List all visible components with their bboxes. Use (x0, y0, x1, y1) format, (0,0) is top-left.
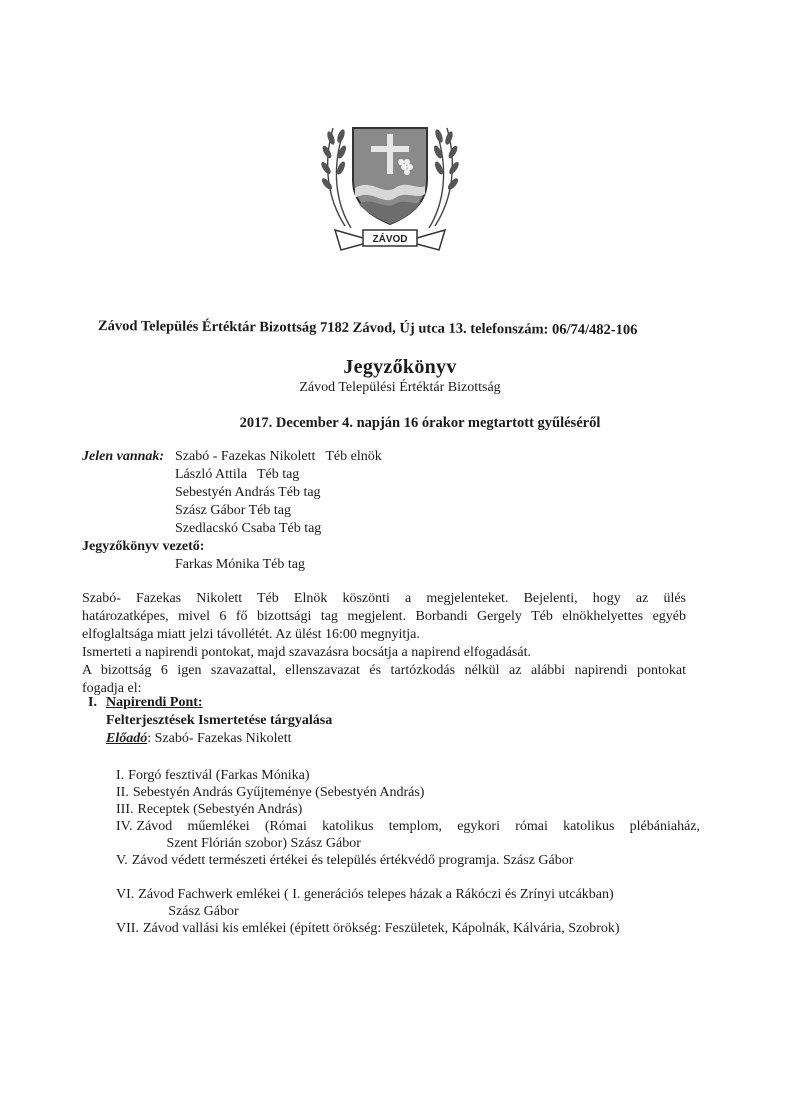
presenter-label: Előadó (106, 731, 148, 746)
attendee-name: Szabó - Fazekas Nikolett (175, 449, 316, 464)
attendees-block (82, 448, 722, 574)
item-continuation: Szent Flórián szobor) Szász Gábor (166, 836, 361, 851)
list-item (116, 767, 700, 784)
item-text: Receptek (Sebestyén András) (137, 802, 303, 817)
item-number: IV. (116, 819, 133, 834)
opening-paragraph (82, 590, 686, 698)
attendee-name: Szász Gábor Téb tag (175, 503, 291, 518)
list-item (116, 784, 700, 801)
paragraph-line: A bizottság 6 igen szavazattal, ellenszavazat és tartózkodás nélkül az alábbi napirendi pontokat (82, 663, 686, 678)
meeting-date-line: 2017. December 4. napján 16 órakor megtartott gyűléséről (239, 415, 601, 431)
item-body (138, 886, 700, 920)
organization-header: Závod Település Értéktár Bizottság 7182 Závod, Új utca 13. telefonszám: 06/74/482-106 (97, 318, 638, 339)
submission-list (116, 767, 700, 937)
item-text: Závod védett természeti értékei és település értékvédő programja. Szász Gábor (131, 853, 574, 868)
agenda-presenter (88, 730, 708, 748)
attendee-role: Téb tag (256, 467, 300, 482)
coat-of-arms-icon (305, 118, 475, 258)
item-continuation: Szász Gábor (168, 904, 239, 919)
item-text: Závod műemlékei (Római katolikus templom, egykori római katolikus plébániaház, (136, 819, 700, 834)
list-item (116, 818, 700, 852)
attendee-name: László Attila (175, 467, 247, 482)
agenda-point-title: Napirendi Pont: (106, 695, 203, 710)
item-text: Závod vallási kis emlékei (épített örökség: Feszületek, Kápolnák, Kálvária, Szobrok) (142, 921, 620, 936)
paragraph-line: határozatképes, mivel 6 fő bizottsági tag megjelent. Borbandi Gergely Téb elnökhelyettes egyéb (82, 609, 686, 624)
agenda-number: I. (88, 695, 97, 710)
item-number: V. (116, 853, 128, 868)
item-number: II. (116, 785, 129, 800)
paragraph-line: Szabó- Fazekas Nikolett Téb Elnök köszönti a megjelenteket. Bejelenti, hogy az ülés (82, 591, 686, 606)
item-number: VII. (116, 921, 139, 936)
item-body (136, 818, 700, 852)
crest-banner-text: ZÁVOD (372, 234, 408, 245)
item-text: Závod Fachwerk emlékei ( I. generációs telepes házak a Rákóczi és Zrínyi utcákban) (138, 887, 614, 902)
document-subtitle: Závod Települési Értéktár Bizottság (299, 380, 501, 395)
recorder-name: Farkas Mónika Téb tag (175, 557, 305, 572)
attendees-label: Jelen vannak: (82, 449, 165, 464)
item-number: I. (116, 768, 125, 783)
list-item (116, 801, 700, 818)
agenda-point (88, 694, 708, 748)
paragraph-line: Ismerteti a napirendi pontokat, majd szavazásra bocsátja a napirend elfogadását. (82, 645, 531, 660)
document-title: Jegyzőkönyv (343, 356, 457, 378)
paragraph-line: fogadja el: (82, 681, 142, 696)
list-item (116, 920, 700, 937)
attendee-name: Sebestyén András Téb tag (175, 485, 321, 500)
list-item (116, 886, 700, 920)
attendee-name: Szedlacskó Csaba Téb tag (175, 521, 322, 536)
item-text: Sebestyén András Gyűjteménye (Sebestyén András) (132, 785, 425, 800)
recorder-label: Jegyzőkönyv vezető: (82, 539, 205, 554)
attendee-role: Téb elnök (325, 449, 382, 464)
paragraph-line: elfoglaltsága miatt jelzi távollétét. Az ülést 16:00 megnyitja. (82, 627, 420, 642)
agenda-topic: Felterjesztések Ismertetése tárgyalása (106, 713, 333, 728)
list-item (116, 852, 700, 869)
item-number: VI. (116, 887, 135, 902)
item-number: III. (116, 802, 134, 817)
item-text: Forgó fesztivál (Farkas Mónika) (128, 768, 310, 783)
presenter-name: : Szabó- Fazekas Nikolett (147, 731, 292, 746)
